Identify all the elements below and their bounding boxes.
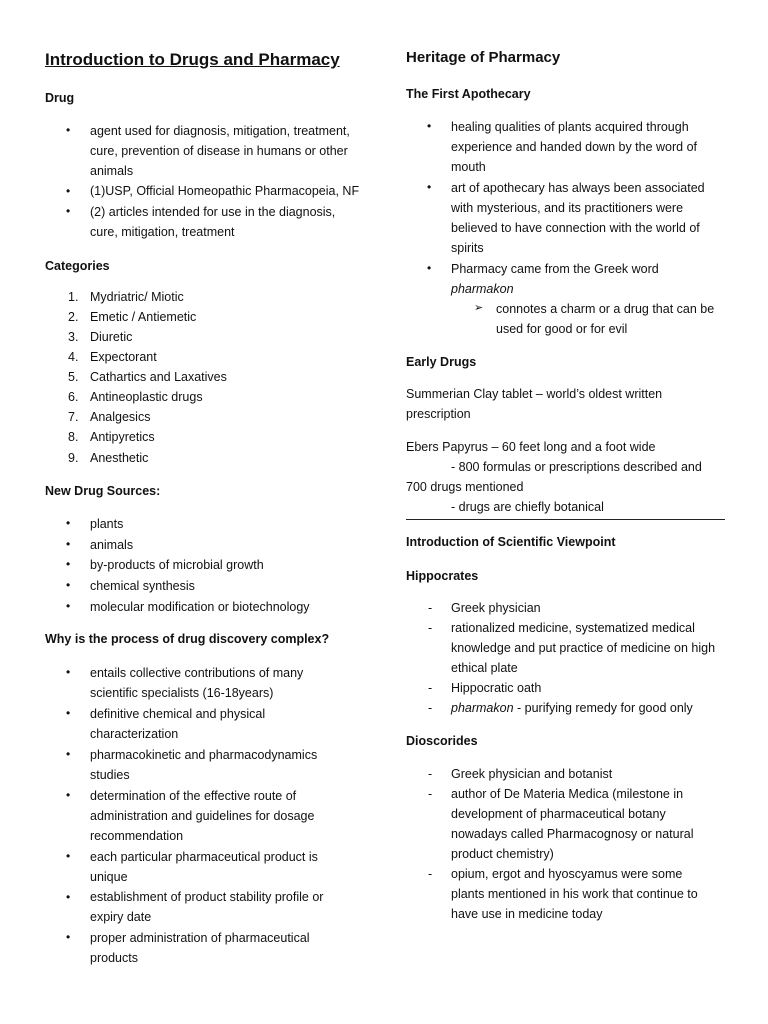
drug-heading: Drug bbox=[45, 91, 75, 105]
dash-bullet: - bbox=[428, 621, 433, 635]
list-item: healing qualities of plants acquired through bbox=[451, 120, 689, 134]
dash-bullet: - bbox=[428, 767, 433, 781]
early-drugs-heading: Early Drugs bbox=[406, 355, 477, 369]
list-item: (2) articles intended for use in the diagnosis, bbox=[90, 205, 336, 219]
sources-heading: New Drug Sources: bbox=[45, 484, 161, 498]
bullet-icon: • bbox=[66, 557, 71, 571]
hippocrates-heading: Hippocrates bbox=[406, 569, 479, 583]
list-item: animals bbox=[90, 164, 134, 178]
list-item: Mydriatric/ Miotic bbox=[90, 290, 184, 304]
bullet-icon: • bbox=[66, 123, 71, 137]
list-number: 5. bbox=[68, 370, 79, 384]
bullet-icon: • bbox=[66, 516, 71, 530]
list-item: Pharmacy came from the Greek word bbox=[451, 262, 659, 276]
list-number: 7. bbox=[68, 410, 79, 424]
list-item: studies bbox=[90, 768, 130, 782]
list-item: determination of the effective route of bbox=[90, 789, 297, 803]
list-item: Hippocratic oath bbox=[451, 681, 542, 695]
bullet-icon: • bbox=[66, 599, 71, 613]
pharmakon-word: pharmakon bbox=[451, 282, 514, 296]
list-item: establishment of product stability profile or bbox=[90, 890, 324, 904]
list-item: used for good or for evil bbox=[496, 322, 628, 336]
bullet-icon: • bbox=[66, 890, 71, 904]
list-item: proper administration of pharmaceutical bbox=[90, 931, 310, 945]
list-item: opium, ergot and hyoscyamus were some bbox=[451, 867, 683, 881]
list-item: Emetic / Antiemetic bbox=[90, 310, 197, 324]
list-item: have use in medicine today bbox=[451, 907, 603, 921]
dash-bullet: - bbox=[428, 787, 433, 801]
summerian-text: Summerian Clay tablet – world’s oldest written bbox=[406, 387, 663, 401]
ebers-text: Ebers Papyrus – 60 feet long and a foot wide bbox=[406, 440, 656, 454]
list-item: Antineoplastic drugs bbox=[90, 390, 203, 404]
list-item: Anesthetic bbox=[90, 451, 149, 465]
pharmakon-italic: pharmakon bbox=[451, 701, 514, 715]
list-item: rationalized medicine, systematized medical bbox=[451, 621, 695, 635]
scientific-viewpoint-heading: Introduction of Scientific Viewpoint bbox=[406, 535, 616, 549]
list-number: 1. bbox=[68, 290, 79, 304]
list-item: by-products of microbial growth bbox=[90, 558, 264, 572]
list-item: believed to have connection with the world of bbox=[451, 221, 700, 235]
list-item: expiry date bbox=[90, 910, 152, 924]
list-item: each particular pharmaceutical product is bbox=[90, 850, 318, 864]
bullet-icon: • bbox=[66, 747, 71, 761]
list-number: 4. bbox=[68, 350, 79, 364]
list-item: molecular modification or biotechnology bbox=[90, 600, 310, 614]
summerian-text: prescription bbox=[406, 407, 471, 421]
list-item: recommendation bbox=[90, 829, 184, 843]
bullet-icon: • bbox=[66, 665, 71, 679]
bullet-icon: • bbox=[427, 180, 432, 194]
list-item: administration and guidelines for dosage bbox=[90, 809, 315, 823]
list-item: cure, prevention of disease in humans or other bbox=[90, 144, 348, 158]
bullet-icon: • bbox=[66, 578, 71, 592]
dash-bullet: - bbox=[428, 867, 433, 881]
arrow-bullet-icon: ➢ bbox=[474, 302, 484, 314]
dioscorides-heading: Dioscorides bbox=[406, 734, 478, 748]
bullet-icon: • bbox=[66, 204, 71, 218]
list-item: spirits bbox=[451, 241, 484, 255]
dash-bullet: - bbox=[428, 681, 433, 695]
list-item: agent used for diagnosis, mitigation, treatment, bbox=[90, 124, 350, 138]
list-number: 9. bbox=[68, 451, 79, 465]
list-item: Analgesics bbox=[90, 410, 151, 424]
list-item: chemical synthesis bbox=[90, 579, 195, 593]
list-item: Diuretic bbox=[90, 330, 133, 344]
bullet-icon: • bbox=[66, 788, 71, 802]
list-item: with mysterious, and its practitioners were bbox=[451, 201, 684, 215]
bullet-icon: • bbox=[66, 537, 71, 551]
pharmakon-definition: - purifying remedy for good only bbox=[513, 701, 693, 715]
page-title: Introduction to Drugs and Pharmacy bbox=[45, 50, 340, 69]
list-item: cure, mitigation, treatment bbox=[90, 225, 235, 239]
list-item: plants mentioned in his work that continue to bbox=[451, 887, 698, 901]
list-item: characterization bbox=[90, 727, 179, 741]
list-item: experience and handed down by the word of bbox=[451, 140, 698, 154]
list-item: pharmacokinetic and pharmacodynamics bbox=[90, 748, 318, 762]
list-item: (1)USP, Official Homeopathic Pharmacopeia, NF bbox=[90, 184, 360, 198]
ebers-text: - 800 formulas or prescriptions described and bbox=[451, 460, 702, 474]
list-item: plants bbox=[90, 517, 124, 531]
list-item: unique bbox=[90, 870, 128, 884]
divider bbox=[406, 519, 725, 520]
list-item: author of De Materia Medica (milestone in bbox=[451, 787, 684, 801]
ebers-text: - drugs are chiefly botanical bbox=[451, 500, 604, 514]
bullet-icon: • bbox=[66, 930, 71, 944]
categories-heading: Categories bbox=[45, 259, 110, 273]
list-item: animals bbox=[90, 538, 134, 552]
list-item: Expectorant bbox=[90, 350, 157, 364]
dash-bullet: - bbox=[428, 601, 433, 615]
why-heading: Why is the process of drug discovery complex? bbox=[45, 632, 330, 646]
list-item: connotes a charm or a drug that can be bbox=[496, 302, 715, 316]
apothecary-heading: The First Apothecary bbox=[406, 87, 531, 101]
list-item bbox=[451, 698, 693, 718]
bullet-icon: • bbox=[66, 184, 71, 198]
list-item: mouth bbox=[451, 160, 486, 174]
list-item: scientific specialists (16-18years) bbox=[90, 686, 274, 700]
list-item: Greek physician and botanist bbox=[451, 767, 613, 781]
bullet-icon: • bbox=[427, 261, 432, 275]
list-item: ethical plate bbox=[451, 661, 518, 675]
list-number: 3. bbox=[68, 330, 79, 344]
list-item: Greek physician bbox=[451, 601, 541, 615]
list-number: 6. bbox=[68, 390, 79, 404]
ebers-text: 700 drugs mentioned bbox=[406, 480, 524, 494]
list-item: definitive chemical and physical bbox=[90, 707, 266, 721]
list-item: products bbox=[90, 951, 138, 965]
list-item: entails collective contributions of many bbox=[90, 666, 304, 680]
bullet-icon: • bbox=[66, 849, 71, 863]
list-item: art of apothecary has always been associated bbox=[451, 181, 705, 195]
list-item: development of pharmaceutical botany bbox=[451, 807, 666, 821]
dash-bullet: - bbox=[428, 701, 433, 715]
bullet-icon: • bbox=[66, 706, 71, 720]
heritage-heading: Heritage of Pharmacy bbox=[406, 49, 561, 66]
list-number: 2. bbox=[68, 310, 79, 324]
list-item: nowadays called Pharmacognosy or natural bbox=[451, 827, 694, 841]
list-item: Cathartics and Laxatives bbox=[90, 370, 227, 384]
list-item: knowledge and put practice of medicine on high bbox=[451, 641, 716, 655]
list-item: product chemistry) bbox=[451, 847, 554, 861]
bullet-icon: • bbox=[427, 119, 432, 133]
list-item: Antipyretics bbox=[90, 430, 155, 444]
list-number: 8. bbox=[68, 430, 79, 444]
